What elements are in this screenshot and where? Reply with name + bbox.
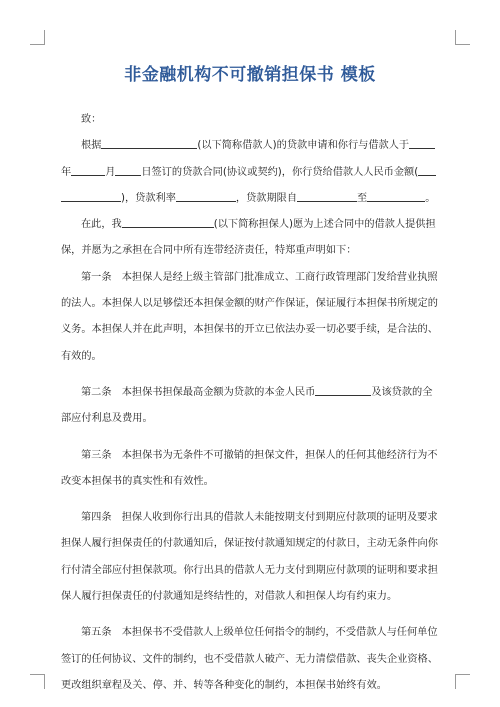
article-3-line-1: 第三条 本担保书为无条件不可撤销的担保文件，担保人的任何其他经济行为不 bbox=[81, 449, 438, 461]
article-4-line-3: 行付清全部应付担保款项。你行出具的借款人无力支付到期应付款项的证明和要求担 bbox=[61, 564, 438, 576]
paragraph-1 bbox=[61, 133, 439, 212]
greeting bbox=[61, 107, 439, 133]
p1-text-d: 月 bbox=[105, 166, 116, 178]
corner-mark-bottom-left bbox=[30, 674, 45, 689]
period-end-blank[interactable] bbox=[367, 190, 425, 202]
max-amount-blank[interactable] bbox=[315, 384, 371, 396]
article-4-line-4: 保人履行担保责任的付款通知是终结性的，对借款人和担保人均有约束力。 bbox=[61, 591, 398, 603]
p1-text-i: 。 bbox=[425, 192, 436, 204]
article-1-line-3: 义务。本担保人并在此声明，本担保书的开立已依法办妥一切必要手续，是合法的、 bbox=[61, 324, 438, 336]
article-4 bbox=[61, 505, 439, 610]
article-3-line-2: 改变本担保书的真实性和有效性。 bbox=[61, 475, 214, 487]
corner-mark-top-left bbox=[30, 30, 45, 45]
p1-text-f: )，贷款利率 bbox=[121, 192, 176, 204]
borrower-name-blank[interactable] bbox=[101, 137, 197, 149]
article-5 bbox=[61, 620, 439, 699]
period-start-blank[interactable] bbox=[297, 190, 357, 202]
p2-text-c: 保，并愿为之承担在合同中所有连带经济责任，特郑重声明如下： bbox=[61, 245, 357, 257]
p2-text-b: (以下简称担保人)愿为上述合同中的借款人提供担 bbox=[213, 219, 436, 231]
article-2 bbox=[61, 380, 439, 433]
year-blank[interactable] bbox=[409, 137, 435, 149]
p1-text-h: 至 bbox=[357, 192, 368, 204]
article-5-line-2: 签订的任何协议、文件的制约，也不受借款人破产、无力清偿借款、丧失企业资格、 bbox=[61, 653, 438, 665]
interest-rate-blank[interactable] bbox=[176, 190, 236, 202]
article-5-line-3: 更改组织章程及关、停、并、转等各种变化的制约，本担保书始终有效。 bbox=[61, 679, 387, 691]
amount-blank-a[interactable] bbox=[418, 164, 436, 176]
month-blank[interactable] bbox=[71, 164, 105, 176]
article-4-line-1: 第四条 担保人收到你行出具的借款人未能按期支付到期应付款项的证明及要求 bbox=[81, 512, 438, 524]
corner-mark-top-right bbox=[455, 30, 470, 45]
p2-text-a: 在此，我 bbox=[81, 219, 122, 231]
guarantor-name-blank[interactable] bbox=[122, 216, 214, 228]
day-blank[interactable] bbox=[115, 164, 141, 176]
article-2-text-a: 第二条 本担保书担保最高金额为贷款的本金人民币 bbox=[81, 386, 316, 398]
corner-mark-bottom-right bbox=[455, 674, 470, 689]
p1-text-e: 日签订的贷款合同(协议或契约)，你行贷给借款人人民币金额( bbox=[141, 166, 419, 178]
article-1-line-1: 第一条 本担保人是经上级主管部门批准成立、工商行政管理部门发给营业执照 bbox=[81, 271, 438, 283]
paragraph-2 bbox=[61, 212, 439, 265]
p1-text-g: ，贷款期限自 bbox=[235, 192, 298, 204]
p1-text-b: (以下简称借款人)的贷款申请和你行与借款人于 bbox=[197, 140, 410, 152]
p1-text-a: 根据 bbox=[81, 140, 102, 152]
article-2-text-b: 及该贷款的全 bbox=[371, 386, 433, 398]
article-3 bbox=[61, 443, 439, 496]
article-1-line-2: 的法人。本担保人以足够偿还本担保金额的财产作保证，保证履行本担保书所规定的 bbox=[61, 298, 438, 310]
amount-blank-b[interactable] bbox=[61, 190, 121, 202]
greeting-text: 致： bbox=[81, 114, 102, 125]
article-2-line-2: 部应付利息及费用。 bbox=[61, 413, 153, 425]
article-4-line-2: 担保人履行担保责任的付款通知后，保证按付款通知规定的付款日，主动无条件向你 bbox=[61, 538, 438, 550]
article-1-line-4: 有效的。 bbox=[61, 350, 102, 362]
article-5-line-1: 第五条 本担保书不受借款人上级单位任何指令的制约，不受借款人与任何单位 bbox=[81, 627, 438, 639]
document-title: 非金融机构不可撤销担保书 模板 bbox=[124, 65, 376, 85]
article-1 bbox=[61, 265, 439, 370]
document-body bbox=[61, 107, 439, 699]
p1-text-c: 年 bbox=[61, 166, 72, 178]
